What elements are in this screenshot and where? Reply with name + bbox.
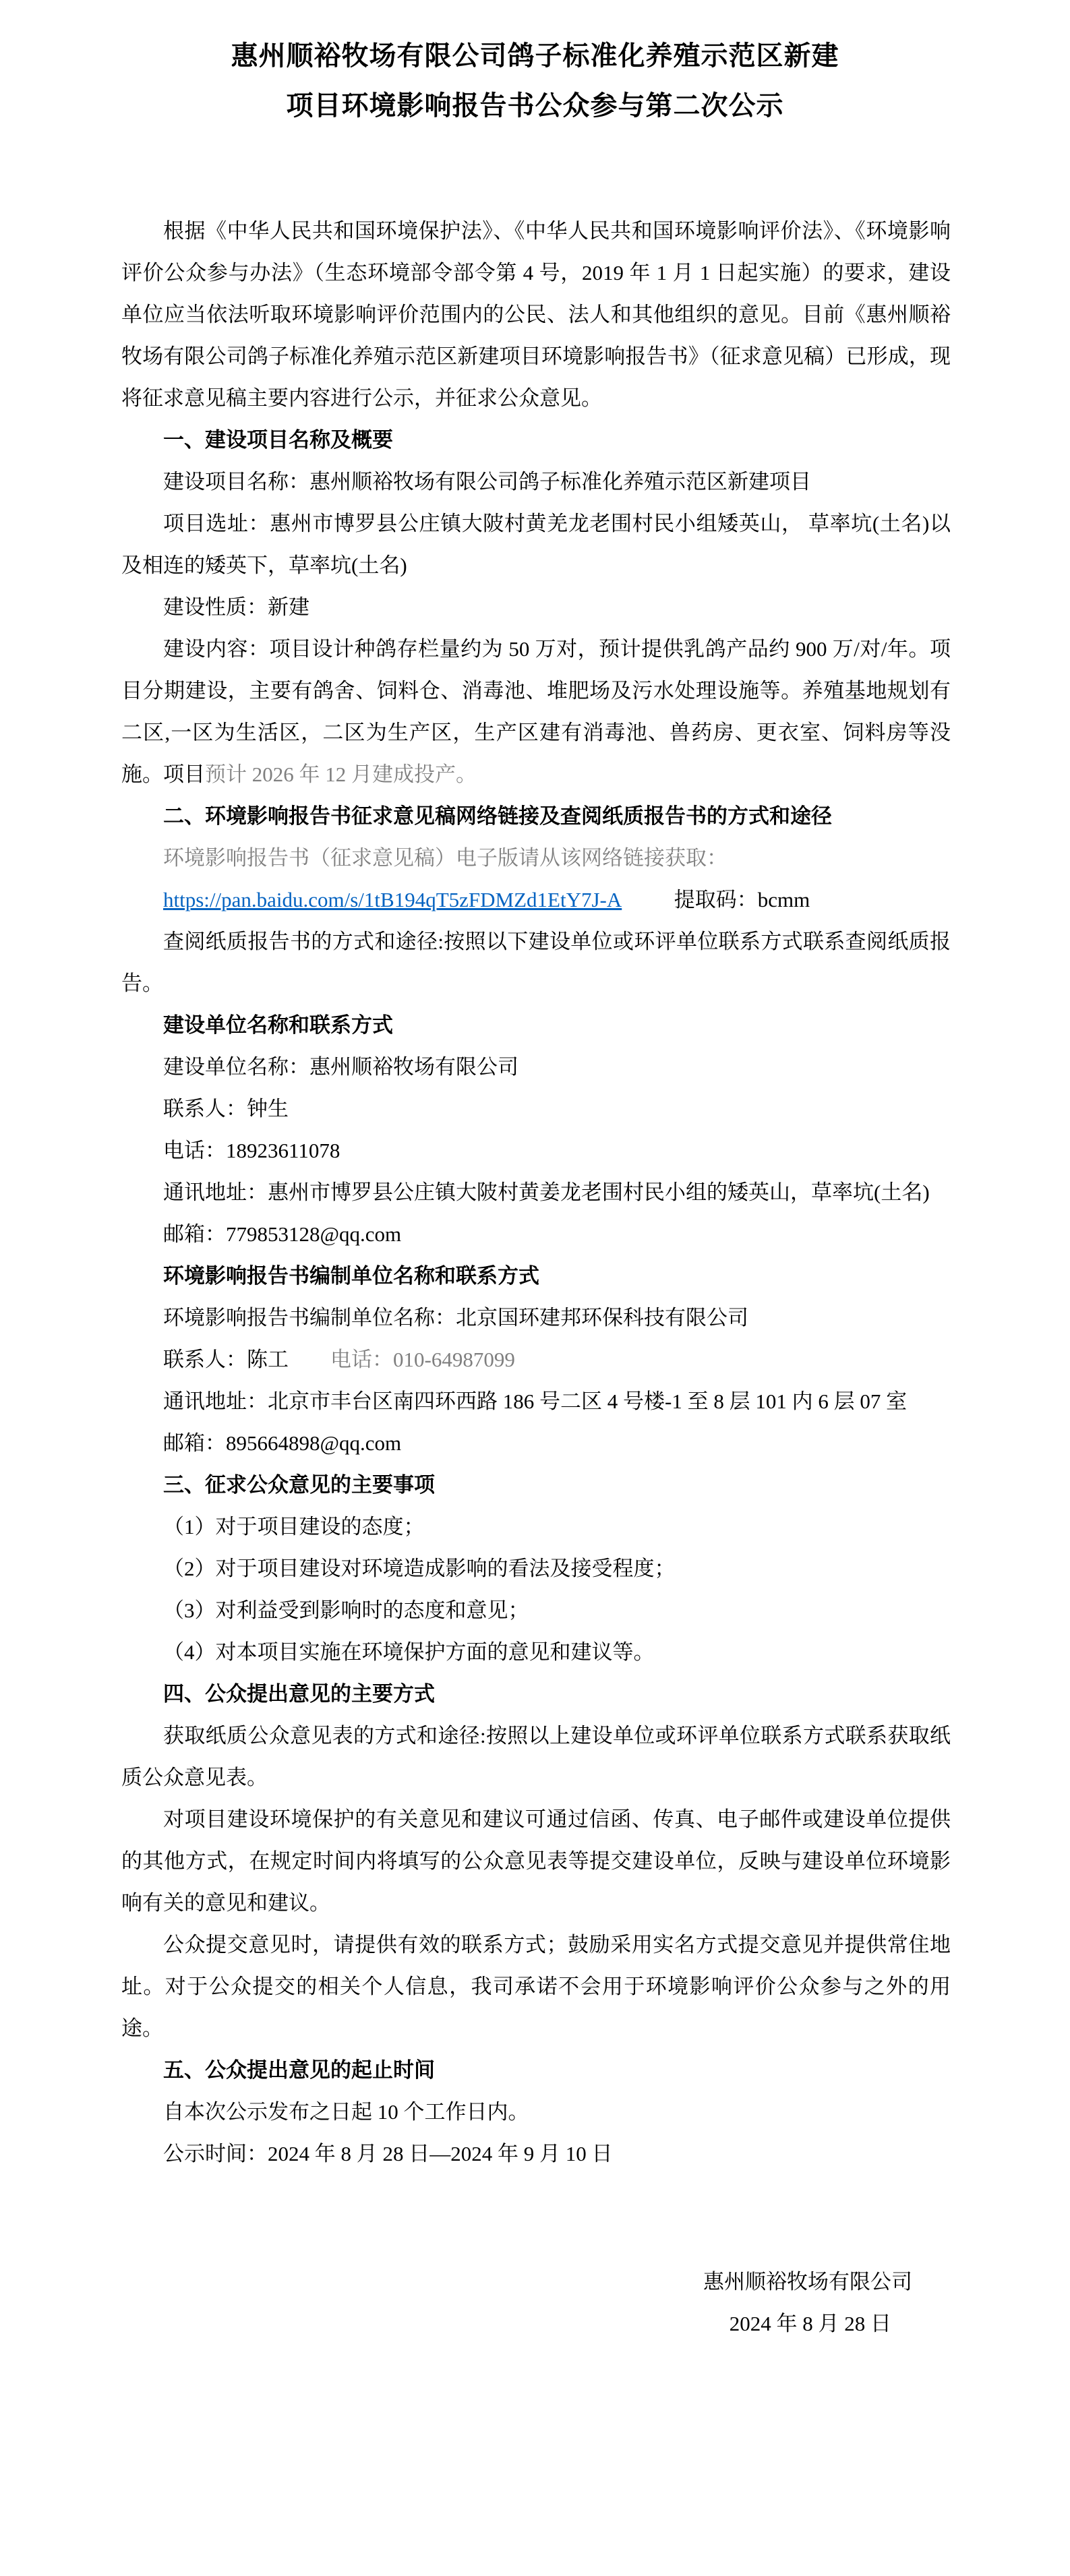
project-content-muted-text: 预计 2026 年 12 月建成投产。 [205, 762, 477, 786]
project-content-line [121, 628, 951, 796]
opinion-item-4: （4）对本项目实施在环境保护方面的意见和建议等。 [163, 1640, 655, 1664]
project-location-line: 项目选址：惠州市博罗县公庄镇大陂村黄羌龙老围村民小组矮英山， 草率坑(土名)以及相连的矮英下，草率坑(土名) [121, 512, 951, 577]
eia-unit-name-line: 环境影响报告书编制单位名称：北京国环建邦环保科技有限公司 [163, 1306, 748, 1329]
opinion-item-1: （1）对于项目建设的态度； [163, 1515, 425, 1538]
project-nature-line: 建设性质：新建 [163, 595, 309, 619]
signature-company: 惠州顺裕牧场有限公司 [703, 2270, 912, 2294]
eia-contact-person: 联系人：陈工 [163, 1348, 289, 1371]
builder-email-line: 邮箱：779853128@qq.com [163, 1222, 402, 1246]
baidu-pan-link[interactable]: https://pan.baidu.com/s/1tB194qT5zFDMZd1EtY7J-A [163, 888, 622, 911]
opinion-item-3: （3）对利益受到影响时的态度和意见； [163, 1598, 529, 1622]
project-name-line: 建设项目名称：惠州顺裕牧场有限公司鸽子标准化养殖示范区新建项目 [163, 470, 811, 493]
opinion-item-2: （2）对于项目建设对环境造成影响的看法及接受程度； [163, 1557, 676, 1580]
section4-paragraph-1: 获取纸质公众意见表的方式和途径:按照以上建设单位或环评单位联系方式联系获取纸质公众意见表。 [121, 1724, 951, 1789]
section4-heading: 四、公众提出意见的主要方式 [163, 1682, 435, 1706]
section5-duration-line: 自本次公示发布之日起 10 个工作日内。 [163, 2100, 529, 2124]
eia-email-line: 邮箱：895664898@qq.com [163, 1431, 402, 1455]
section4-paragraph-2: 对项目建设环境保护的有关意见和建议可通过信函、传真、电子邮件或建设单位提供的其他方式，在规定时间内将填写的公众意见表等提交建设单位，反映与建设单位环境影响有关的意见和建议。 [121, 1807, 951, 1915]
paper-report-note: 查阅纸质报告书的方式和途径:按照以下建设单位或环评单位联系方式联系查阅纸质报告。 [121, 930, 951, 995]
section3-heading: 三、征求公众意见的主要事项 [163, 1473, 435, 1497]
section5-dates-line: 公示时间：2024 年 8 月 28 日—2024 年 9 月 10 日 [163, 2142, 613, 2165]
extract-code: 提取码：bcmm [674, 888, 810, 911]
builder-address-line: 通讯地址：惠州市博罗县公庄镇大陂村黄姜龙老围村民小组的矮英山，草率坑(土名) [163, 1180, 930, 1204]
document-body [121, 210, 951, 2345]
builder-contact-line: 联系人：钟生 [163, 1097, 289, 1120]
signature-date: 2024 年 8 月 28 日 [729, 2312, 891, 2335]
online-access-note: 环境影响报告书（征求意见稿）电子版请从该网络链接获取： [163, 846, 727, 870]
section2-heading: 二、环境影响报告书征求意见稿网络链接及查阅纸质报告书的方式和途径 [163, 804, 832, 828]
eia-contact-line [121, 1339, 951, 1381]
document-title [0, 0, 1070, 131]
eia-phone: 电话：010-64987099 [330, 1348, 515, 1371]
document-title-line1: 惠州顺裕牧场有限公司鸽子标准化养殖示范区新建 [231, 41, 839, 71]
builder-contact-heading: 建设单位名称和联系方式 [163, 1013, 393, 1037]
builder-name-line: 建设单位名称：惠州顺裕牧场有限公司 [163, 1055, 518, 1079]
eia-address-line: 通讯地址：北京市丰台区南四环西路 186 号二区 4 号楼-1 至 8 层 101 内 6 层 07 室 [163, 1389, 908, 1413]
signature-block [121, 2261, 951, 2345]
section1-heading: 一、建设项目名称及概要 [163, 428, 393, 452]
section5-heading: 五、公众提出意见的起止时间 [163, 2058, 435, 2082]
document-title-line2: 项目环境影响报告书公众参与第二次公示 [286, 91, 784, 121]
builder-phone-line: 电话：18923611078 [163, 1139, 340, 1162]
section4-paragraph-3: 公众提交意见时，请提供有效的联系方式；鼓励采用实名方式提交意见并提供常住地址。对于公众提交的相关个人信息，我司承诺不会用于环境影响评价公众参与之外的用途。 [121, 1933, 951, 2040]
project-content-text: 建设内容：项目设计种鸽存栏量约为 50 万对，预计提供乳鸽产品约 900 万/对/年。项目分期建设，主要有鸽舍、饲料仓、消毒池、堆肥场及污水处理设施等。养殖基地规划有二区,一区为生活区，二区为生产区，生产区建有消毒池、兽药房、更衣室、饲料房等没施。项目 [121, 637, 951, 786]
intro-paragraph: 根据《中华人民共和国环境保护法》、《中华人民共和国环境影响评价法》、《环境影响评价公众参与办法》（生态环境部令部令第 4 号，2019 年 1 月 1 日起实施）的要求，建设单位应当依法听取环境影响评价范围内的公民、法人和其他组织的意见。目前《惠州顺裕牧场有限公司鸽子标准化养殖示范区新建项目环境影响报告书》（征求意见稿）已形成，现将征求意见稿主要内容进行公示，并征求公众意见。 [121, 219, 951, 410]
eia-unit-heading: 环境影响报告书编制单位名称和联系方式 [163, 1264, 539, 1288]
download-line [121, 879, 951, 921]
